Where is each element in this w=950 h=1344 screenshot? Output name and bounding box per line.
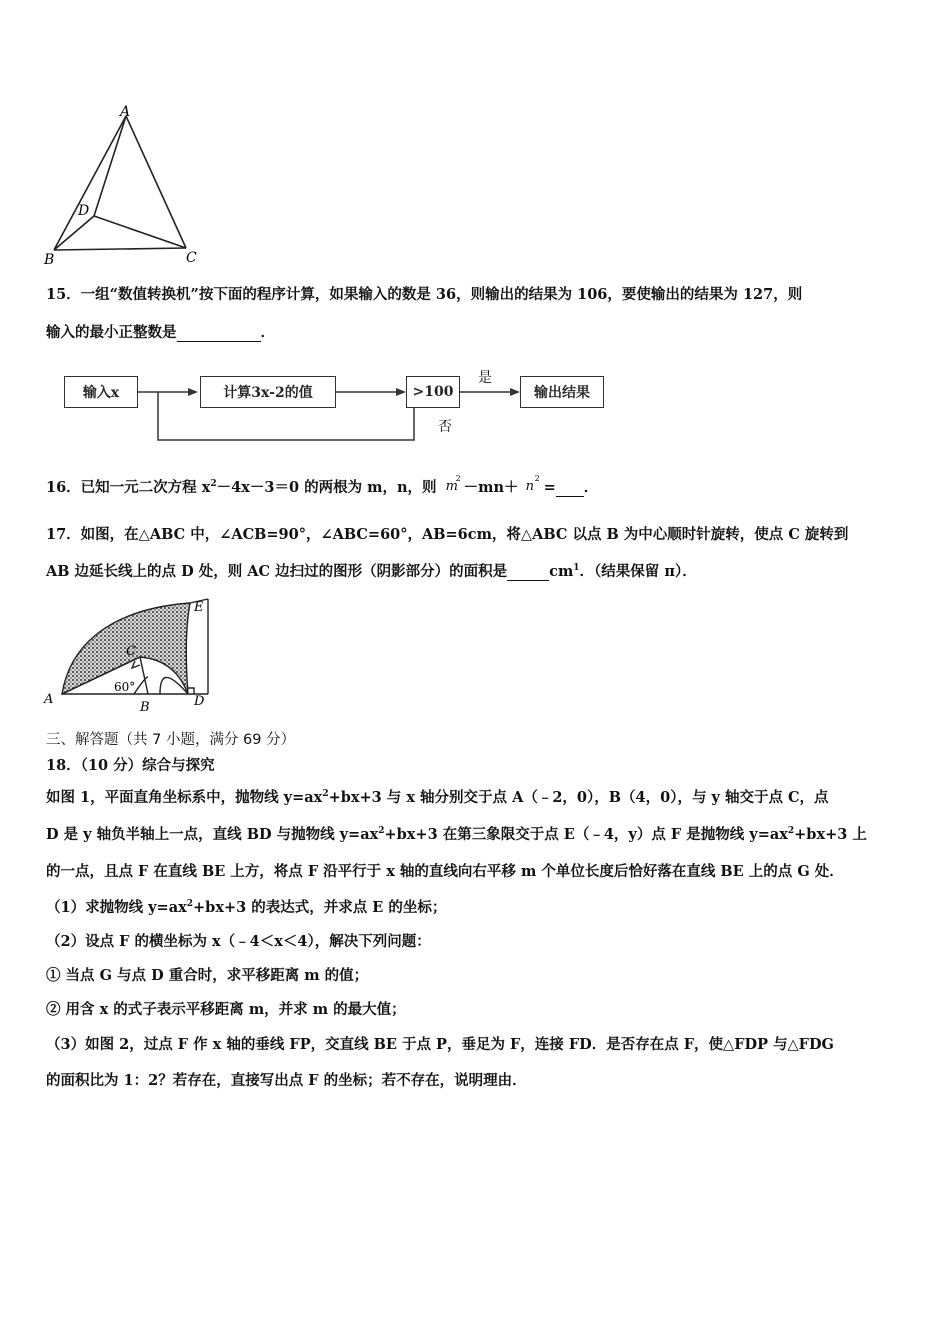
q18-sub3-line2: 的面积比为 1：2？若存在，直接写出点 F 的坐标；若不存在，说明理由．: [46, 1072, 527, 1089]
section-heading: 三、解答题（共 7 小题，满分 69 分）: [46, 732, 296, 748]
q18-sub2: （2）设点 F 的横坐标为 x（﹣4＜x＜4），解决下列问题：: [46, 933, 431, 950]
rotation-figure: [40, 595, 220, 715]
q17-line1: 17．如图，在△ABC 中，∠ACB=90°，∠ABC=60°，AB=6cm，将△ABC 以点 B 为中心顺时针旋转，使点 C 旋转到: [46, 526, 849, 543]
flow-yes-label: 是: [478, 370, 492, 386]
fig17-label-a: A: [44, 692, 54, 707]
q16-m-term: m: [445, 479, 458, 494]
q15-prompt: 输入的最小正整数是: [46, 324, 177, 341]
flow-compute-box: 计算3x-2的值: [200, 376, 336, 408]
side-ac: [126, 116, 186, 248]
flow-input-box: 输入x: [64, 376, 138, 408]
q18-para3: 的一点，且点 F 在直线 BE 上方，将点 F 沿平行于 x 轴的直线向右平移 m 个单位长度后恰好落在直线 BE 上的点 G 处．: [46, 863, 844, 880]
q16-text: 16．已知一元二次方程 $x^2-4x-3=0$ 的两根为 m，n，则 m 2 －mn＋ n 2 = ．: [46, 474, 599, 496]
triangle-figure: [40, 100, 210, 270]
fig17-label-e: E: [194, 600, 204, 615]
label-c: C: [186, 250, 197, 266]
q15-answer-blank: [177, 326, 261, 342]
side-ab: [54, 116, 126, 250]
label-a: A: [120, 104, 131, 120]
segment-bd: [54, 216, 94, 250]
label-d: D: [78, 203, 90, 219]
q16-n-term: n: [525, 479, 534, 494]
flow-no-label: 否: [438, 419, 452, 435]
fig17-angle-label: 60°: [114, 680, 136, 694]
q16-answer-blank: [556, 481, 584, 497]
q15-period: ．: [260, 324, 275, 341]
q17-answer-blank: [507, 565, 549, 581]
q18-title: 18．（10 分）综合与探究: [46, 757, 215, 774]
q17-line2: AB 边延长线上的点 D 处，则 AC 边扫过的图形（阴影部分）的面积是 $cm^1$．（结果保留 π）．: [46, 563, 697, 580]
segment-cd: [94, 216, 186, 248]
q15-line2: [46, 326, 906, 342]
flow-condition-box: >100: [406, 376, 460, 408]
q15-line1: 15．一组“数值转换机”按下面的程序计算，如果输入的数是 36，则输出的结果为 106，要使输出的结果为 127，则: [46, 286, 803, 303]
q18-para2: D 是 y 轴负半轴上一点，直线 BD 与抛物线 $y=ax^2+bx+3$ 在第三象限交于点 E（﹣4，y）点 F 是抛物线 $y=ax^2+bx+3$ 上: [46, 826, 867, 843]
fig17-label-b: B: [140, 700, 150, 715]
q18-sub2-2: ② 用含 x 的式子表示平移距离 m，并求 m 的最大值；: [46, 1001, 406, 1018]
q18-para1: 如图 1，平面直角坐标系中，抛物线 $y=ax^2+bx+3$ 与 x 轴分别交于点 A（﹣2，0），B（4，0），与 y 轴交于点 C，点: [46, 789, 829, 806]
fig17-label-d: D: [194, 694, 205, 709]
q18-sub1: （1）求抛物线 $y=ax^2+bx+3$ 的表达式，并求点 E 的坐标；: [46, 899, 447, 916]
fig17-label-c: C: [126, 644, 136, 659]
side-bc: [54, 248, 186, 250]
q18-sub2-1: ① 当点 G 与点 D 重合时，求平移距离 m 的值；: [46, 967, 369, 984]
flow-output-box: 输出结果: [520, 376, 604, 408]
q18-sub3: （3）如图 2，过点 F 作 x 轴的垂线 FP，交直线 BE 于点 P，垂足为 F，连接 FD．是否存在点 F，使△FDP 与△FDG: [46, 1036, 834, 1053]
label-b: B: [44, 252, 55, 268]
